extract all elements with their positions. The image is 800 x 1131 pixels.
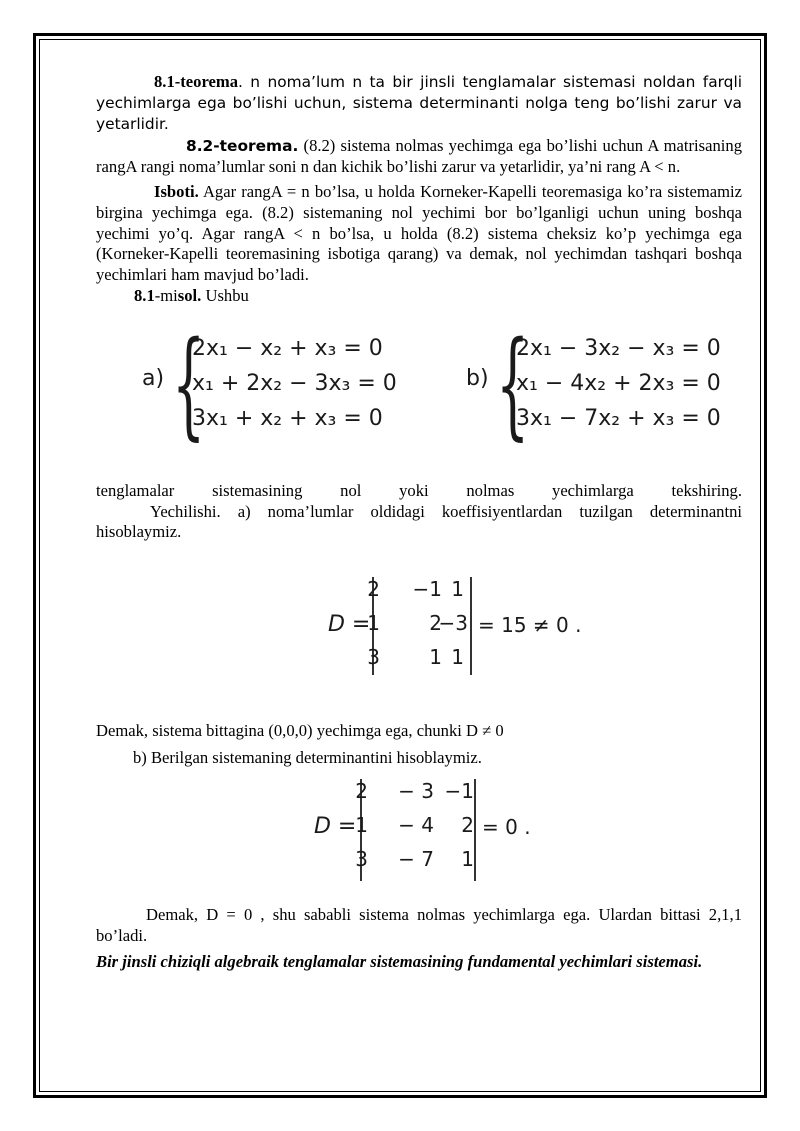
determinant-2-result: = 0 . <box>482 814 531 839</box>
det2-cell-0-2: −1 <box>444 778 474 803</box>
theorem-8-2-text: (8.2) sistema nolmas yechimga ega bo’lishi uchun A matrisaning rangA rangi noma’lumlar soni n dan kichik bo’lishi zarur va yetarlidir, ya’ni rang A < n. <box>96 136 742 177</box>
determinant-1 <box>96 573 742 683</box>
determinant-2 <box>96 777 742 887</box>
det1-cell-0-0: 2 <box>367 577 380 602</box>
det2-cell-2-0: 3 <box>355 846 368 871</box>
system-a-row-2: x₁ + 2x₂ − 3x₃ = 0 <box>192 370 397 396</box>
system-a-row-1: 2x₁ − x₂ + x₃ = 0 <box>192 335 383 361</box>
det1-cell-0-2: 1 <box>451 577 464 602</box>
theorem-8-1 <box>96 72 742 134</box>
det2-cell-1-1: − 4 <box>398 812 434 837</box>
determinant-1-right-bar <box>470 577 472 675</box>
example-text: Ushbu <box>201 285 249 305</box>
systems-instruction: tenglamalar sistemasining nol yoki nolmas yechimlarga tekshiring. <box>96 480 742 500</box>
det1-cell-2-1: 1 <box>429 645 442 670</box>
example-8-1 <box>96 286 742 307</box>
det2-cell-2-2: 1 <box>461 846 474 871</box>
theorem-8-2-label: 8.2-teorema. <box>186 137 299 156</box>
section-title: Bir jinsli chiziqli algebraik tenglamalar sistemasining fundamental yechimlari sistemasi. <box>96 952 703 972</box>
system-b-label: b) <box>466 365 489 391</box>
det1-cell-1-0: 1 <box>367 611 380 636</box>
example-label-mi: -mi <box>154 285 178 305</box>
det2-cell-2-1: − 7 <box>398 846 434 871</box>
system-b-brace: { <box>496 316 530 452</box>
theorem-8-1-word: -teorema <box>174 72 239 91</box>
example-label-sol: sol. <box>177 285 202 305</box>
det1-cell-0-1: −1 <box>412 577 442 602</box>
det1-cell-2-0: 3 <box>367 645 380 670</box>
proof-text: Agar rangA = n bo’lsa, u holda Korneker-Kapelli teoremasiga ko’ra sistemamiz birgina yechimga ega. (8.2) sistemaning nol yechimi bor bo’lganligi uchun uning boshqa yechimi yo’q. Agar rangA < n bo’lsa, u holda (8.2) sistema cheksiz ko’p yechimga ega (Korneker-Kapelli teoremasining isbotiga qarang) va demak, nol yechimdan tashqari boshqa yechimlari ham mavjud bo’ladi. <box>96 181 742 285</box>
system-b-row-1: 2x₁ − 3x₂ − x₃ = 0 <box>516 335 721 361</box>
equation-systems <box>96 316 742 481</box>
document-body <box>96 72 742 973</box>
proof-label: Isboti. <box>154 181 199 201</box>
system-a-brace: { <box>172 316 206 452</box>
determinant-1-label: D = <box>328 612 371 638</box>
conclusion-a: Demak, sistema bittagina (0,0,0) yechimga ega, chunki D ≠ 0 <box>96 721 504 741</box>
det2-cell-0-1: − 3 <box>398 778 434 803</box>
system-a-label: a) <box>142 365 165 391</box>
det2-cell-1-0: 1 <box>355 812 368 837</box>
system-b-row-3: 3x₁ − 7x₂ + x₃ = 0 <box>516 405 721 431</box>
determinant-1-result: = 15 ≠ 0 . <box>478 613 582 638</box>
det2-cell-1-2: 2 <box>461 812 474 837</box>
system-b-row-2: x₁ − 4x₂ + 2x₃ = 0 <box>516 370 721 396</box>
det1-cell-1-1: 2 <box>429 611 442 636</box>
example-label-number: 8.1 <box>134 285 155 305</box>
determinant-2-label: D = <box>314 813 357 839</box>
proof-paragraph <box>96 182 742 286</box>
det2-cell-0-0: 2 <box>355 778 368 803</box>
theorem-8-2 <box>96 136 742 178</box>
solution-b: b) Berilgan sistemaning determinantini hisoblaymiz. <box>133 747 482 767</box>
det1-cell-1-2: −3 <box>438 611 468 636</box>
system-a-row-3: 3x₁ + x₂ + x₃ = 0 <box>192 405 383 431</box>
determinant-2-right-bar <box>474 779 476 881</box>
det1-cell-2-2: 1 <box>451 645 464 670</box>
solution-a: Yechilishi. a) noma’lumlar oldidagi koeffisiyentlardan tuzilgan determinantni hisoblaymiz. <box>96 501 742 542</box>
theorem-8-1-text: . n noma’lum n ta bir jinsli tenglamalar sistemasi noldan farqli yechimlarga ega bo’lishi uchun, sistema determinanti nolga teng bo’lishi zarur va yetarlidir. <box>96 73 742 133</box>
theorem-8-1-label: 8.1 <box>154 72 175 91</box>
conclusion-b: Demak, D = 0 , shu sababli sistema nolmas yechimlarga ega. Ulardan bittasi 2,1,1 bo’ladi. <box>96 904 742 945</box>
